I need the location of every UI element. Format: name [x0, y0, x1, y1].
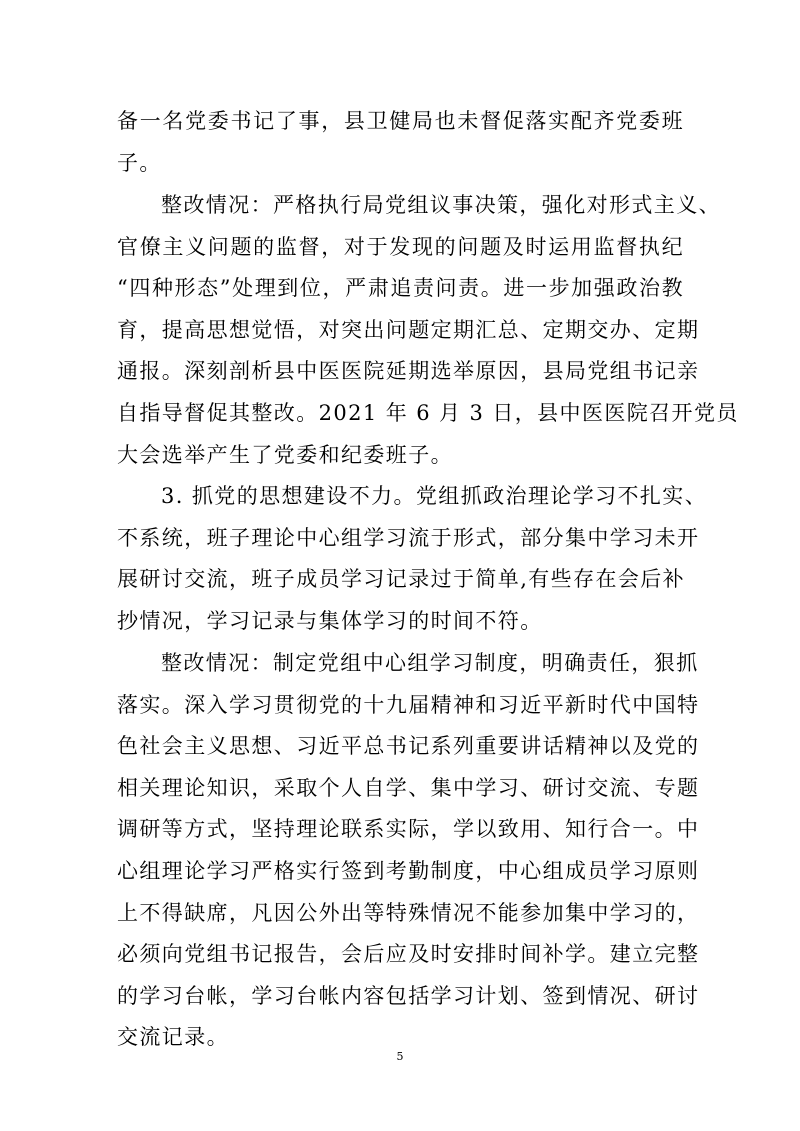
- paragraph-line: 上不得缺席，凡因公外出等特殊情况不能参加集中学习的，: [117, 900, 700, 925]
- paragraph-line: 整改情况：制定党组中心组学习制度，明确责任，狠抓: [161, 651, 699, 675]
- paragraph-line: 落实。深入学习贯彻党的十九届精神和习近平新时代中国特: [117, 692, 700, 717]
- paragraph-2: [117, 185, 739, 476]
- paragraph-line: 整改情况：严格执行局党组议事决策，强化对形式主义、: [161, 193, 721, 217]
- paragraph-line: 调研等方式，坚持理论联系实际，学以致用、知行合一。中: [117, 817, 700, 842]
- paragraph-line: 备一名党委书记了事，县卫健局也未督促落实配齐党委班: [117, 109, 684, 133]
- paragraph-line: 必须向党组书记报告，会后应及时安排时间补学。建立完整: [117, 942, 700, 967]
- paragraph-line: 官僚主义问题的监督，对于发现的问题及时运用监督执纪: [117, 234, 684, 259]
- paragraph-line: 展研讨交流，班子成员学习记录过于简单,有些存在会后补: [117, 567, 686, 592]
- paragraph-3: [117, 476, 708, 642]
- paragraph-1: [117, 101, 684, 184]
- paragraph-line: 通报。深刻剖析县中医医院延期选举原因，县局党组书记亲: [117, 359, 700, 384]
- paragraph-line: 大会选举产生了党委和纪委班子。: [117, 442, 453, 467]
- paragraph-line: 的学习台帐，学习台帐内容包括学习计划、签到情况、研讨: [117, 983, 700, 1008]
- paragraph-line: 子。: [117, 150, 162, 175]
- paragraph-line: 不系统，班子理论中心组学习流于形式，部分集中学习未开: [117, 525, 700, 550]
- paragraph-line: “四种形态”处理到位，严肃追责问责。进一步加强政治教: [117, 276, 684, 301]
- paragraph-line: 色社会主义思想、习近平总书记系列重要讲话精神以及党的: [117, 734, 700, 759]
- page-number: 5: [396, 1050, 404, 1063]
- paragraph-line: 交流记录。: [117, 1025, 229, 1050]
- paragraph-line: 自指导督促其整改。2021 年 6 月 3 日，县中医医院召开党员: [117, 400, 739, 425]
- paragraph-line: 抄情况，学习记录与集体学习的时间不符。: [117, 608, 543, 633]
- paragraph-line: 心组理论学习严格实行签到考勤制度，中心组成员学习原则: [117, 858, 700, 883]
- paragraph-line: 3. 抓党的思想建设不力。党组抓政治理论学习不扎实、: [161, 484, 708, 508]
- paragraph-line: 育，提高思想觉悟，对突出问题定期汇总、定期交办、定期: [117, 317, 700, 342]
- paragraph-4: [117, 643, 700, 1059]
- paragraph-line: 相关理论知识，采取个人自学、集中学习、研讨交流、专题: [117, 775, 700, 800]
